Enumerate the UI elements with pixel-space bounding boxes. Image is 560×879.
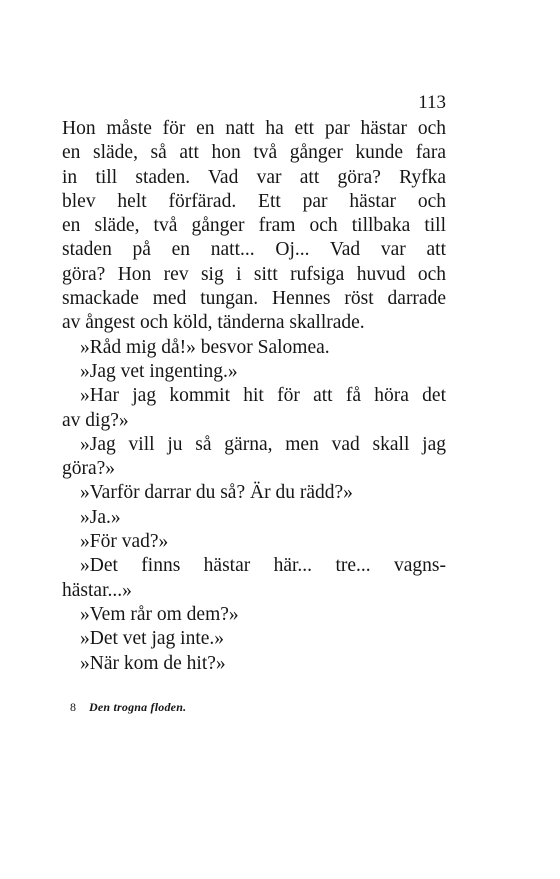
text-line: blev helt förfärad. Ett par hästar och	[62, 190, 446, 212]
text-line: in till staden. Vad var att göra? Ryfka	[62, 166, 446, 188]
text-line: »Vem rår om dem?»	[80, 603, 239, 625]
text-line: »Varför darrar du så? Är du rädd?»	[80, 482, 353, 504]
text-line: »För vad?»	[80, 531, 169, 553]
text-line: »Jag vet ingenting.»	[80, 360, 238, 382]
body-text	[62, 117, 446, 676]
text-line: staden på en natt... Oj... Vad var att	[62, 239, 446, 261]
text-line: hästar...»	[62, 579, 132, 601]
text-line: av dig?»	[62, 409, 129, 431]
text-line: Hon måste för en natt ha ett par hästar och	[62, 118, 446, 139]
text-line: »Råd mig då!» besvor Salomea.	[80, 336, 330, 358]
text-line: »Det finns hästar här... tre... vagns-	[80, 555, 446, 577]
text-line: göra?»	[62, 458, 116, 480]
text-line: »Det vet jag inte.»	[80, 628, 225, 650]
text-line: en släde, så att hon två gånger kunde fara	[62, 142, 446, 164]
text-line: göra? Hon rev sig i sitt rufsiga huvud och	[62, 263, 446, 285]
text-line: smackade med tungan. Hennes röst darrade	[62, 288, 446, 310]
signature-number: 8	[70, 700, 76, 714]
page-number: 113	[418, 92, 446, 113]
text-line: en släde, två gånger fram och tillbaka till	[62, 215, 446, 237]
text-line: »Jag vill ju så gärna, men vad skall jag	[80, 433, 446, 455]
text-line: »Ja.»	[80, 506, 121, 528]
signature-footer	[70, 699, 186, 715]
text-line: »Har jag kommit hit för att få höra det	[80, 385, 446, 407]
text-line: av ångest och köld, tänderna skallrade.	[62, 312, 365, 334]
text-line: »När kom de hit?»	[80, 652, 226, 674]
signature-title: Den trogna floden.	[89, 700, 187, 714]
